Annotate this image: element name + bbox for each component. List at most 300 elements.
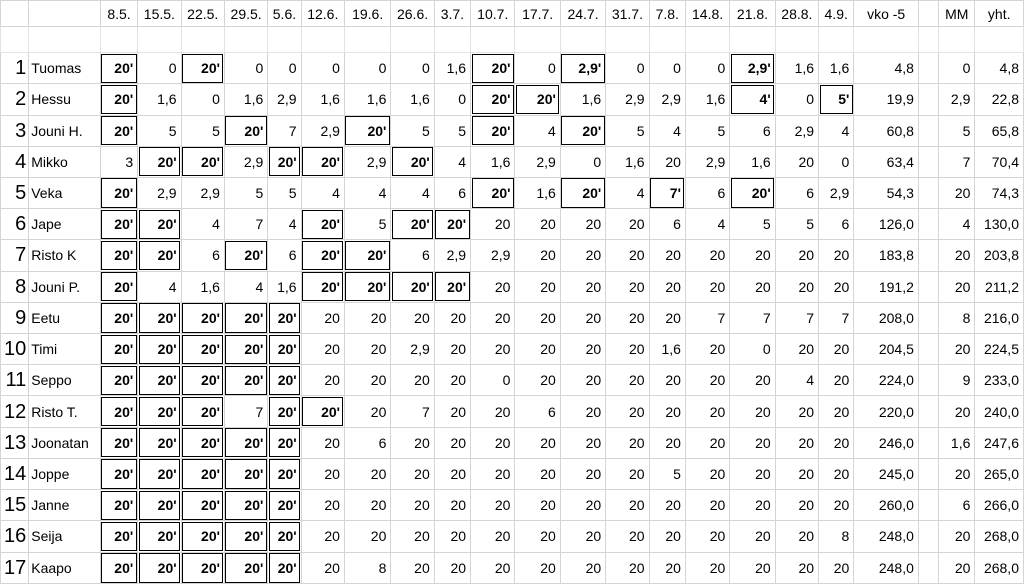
- score-cell[interactable]: 4: [138, 271, 181, 302]
- score-cell[interactable]: 20: [344, 521, 390, 552]
- score-cell[interactable]: 4: [301, 177, 344, 208]
- score-cell[interactable]: 6: [515, 396, 560, 427]
- score-cell[interactable]: 20: [301, 334, 344, 365]
- subtotal-cell[interactable]: 60,8: [854, 115, 919, 146]
- score-cell[interactable]: 20: [434, 365, 470, 396]
- score-cell[interactable]: 20: [819, 271, 854, 302]
- score-cell[interactable]: 20: [391, 302, 434, 333]
- score-cell[interactable]: 20: [391, 427, 434, 458]
- mm-cell[interactable]: 20: [939, 396, 975, 427]
- score-cell[interactable]: 20': [100, 396, 137, 427]
- score-cell[interactable]: 8: [819, 521, 854, 552]
- score-cell[interactable]: 20': [268, 302, 301, 333]
- score-cell[interactable]: 20: [560, 209, 605, 240]
- score-cell[interactable]: 20: [515, 209, 560, 240]
- score-cell[interactable]: 2,9: [471, 240, 515, 271]
- score-cell[interactable]: 20: [606, 240, 649, 271]
- score-cell[interactable]: 20': [100, 271, 137, 302]
- score-cell[interactable]: [918, 53, 938, 84]
- score-cell[interactable]: 20': [138, 240, 181, 271]
- score-cell[interactable]: 7: [391, 396, 434, 427]
- score-cell[interactable]: 20: [606, 209, 649, 240]
- column-header[interactable]: 26.6.: [391, 1, 434, 27]
- mm-cell[interactable]: 9: [939, 365, 975, 396]
- score-cell[interactable]: [918, 427, 938, 458]
- score-cell[interactable]: 20: [515, 490, 560, 521]
- score-cell[interactable]: 20: [606, 302, 649, 333]
- score-cell[interactable]: 20: [301, 458, 344, 489]
- subtotal-cell[interactable]: 183,8: [854, 240, 919, 271]
- subtotal-cell[interactable]: 246,0: [854, 427, 919, 458]
- rank-cell[interactable]: 15: [1, 490, 29, 521]
- total-cell[interactable]: 130,0: [975, 209, 1024, 240]
- score-cell[interactable]: 0: [268, 53, 301, 84]
- column-header[interactable]: [29, 1, 101, 27]
- score-cell[interactable]: 20: [391, 521, 434, 552]
- score-cell[interactable]: 4: [181, 209, 224, 240]
- score-cell[interactable]: 20': [344, 271, 390, 302]
- score-cell[interactable]: 20: [344, 458, 390, 489]
- score-cell[interactable]: [918, 209, 938, 240]
- score-cell[interactable]: 7: [775, 302, 818, 333]
- score-cell[interactable]: 1,6: [685, 84, 729, 115]
- score-cell[interactable]: 1,6: [560, 84, 605, 115]
- score-cell[interactable]: 20: [434, 302, 470, 333]
- score-cell[interactable]: 20': [138, 146, 181, 177]
- subtotal-cell[interactable]: 126,0: [854, 209, 919, 240]
- score-cell[interactable]: 20: [649, 365, 685, 396]
- score-cell[interactable]: 20: [301, 490, 344, 521]
- score-cell[interactable]: 5: [730, 209, 775, 240]
- score-cell[interactable]: 20': [224, 302, 267, 333]
- total-cell[interactable]: 65,8: [975, 115, 1024, 146]
- score-cell[interactable]: 1,6: [819, 53, 854, 84]
- score-cell[interactable]: 20': [224, 427, 267, 458]
- score-cell[interactable]: 0: [730, 334, 775, 365]
- score-cell[interactable]: 5: [344, 209, 390, 240]
- score-cell[interactable]: [918, 84, 938, 115]
- mm-cell[interactable]: 1,6: [939, 427, 975, 458]
- score-cell[interactable]: 2,9: [775, 115, 818, 146]
- score-cell[interactable]: 20': [268, 365, 301, 396]
- score-cell[interactable]: 20: [649, 302, 685, 333]
- score-cell[interactable]: 20: [775, 146, 818, 177]
- score-cell[interactable]: 20': [100, 365, 137, 396]
- score-cell[interactable]: 20: [515, 271, 560, 302]
- score-cell[interactable]: [918, 302, 938, 333]
- score-cell[interactable]: 20: [391, 490, 434, 521]
- score-cell[interactable]: 0: [515, 53, 560, 84]
- score-cell[interactable]: 20: [515, 427, 560, 458]
- score-cell[interactable]: 20: [515, 240, 560, 271]
- score-cell[interactable]: 20: [685, 490, 729, 521]
- column-header[interactable]: 10.7.: [471, 1, 515, 27]
- column-header[interactable]: 12.6.: [301, 1, 344, 27]
- mm-cell[interactable]: 5: [939, 115, 975, 146]
- score-cell[interactable]: 6: [775, 177, 818, 208]
- subtotal-cell[interactable]: 191,2: [854, 271, 919, 302]
- subtotal-cell[interactable]: 54,3: [854, 177, 919, 208]
- score-cell[interactable]: 20: [730, 521, 775, 552]
- score-cell[interactable]: 20': [268, 427, 301, 458]
- score-cell[interactable]: 20: [344, 334, 390, 365]
- mm-cell[interactable]: 20: [939, 458, 975, 489]
- score-cell[interactable]: 7: [685, 302, 729, 333]
- score-cell[interactable]: 7: [224, 209, 267, 240]
- score-cell[interactable]: [918, 146, 938, 177]
- score-cell[interactable]: 0: [775, 84, 818, 115]
- empty-cell[interactable]: [471, 27, 515, 53]
- score-cell[interactable]: 20': [471, 53, 515, 84]
- score-cell[interactable]: 20: [606, 271, 649, 302]
- score-cell[interactable]: 2,9: [434, 240, 470, 271]
- score-cell[interactable]: 20: [730, 396, 775, 427]
- score-cell[interactable]: 20': [181, 552, 224, 583]
- score-cell[interactable]: 20': [181, 146, 224, 177]
- score-cell[interactable]: 1,6: [391, 84, 434, 115]
- score-cell[interactable]: 7: [268, 115, 301, 146]
- mm-cell[interactable]: 4: [939, 209, 975, 240]
- score-cell[interactable]: 6: [268, 240, 301, 271]
- mm-cell[interactable]: 20: [939, 552, 975, 583]
- score-cell[interactable]: 2,9: [181, 177, 224, 208]
- score-cell[interactable]: 20: [730, 271, 775, 302]
- empty-cell[interactable]: [268, 27, 301, 53]
- score-cell[interactable]: 5: [606, 115, 649, 146]
- score-cell[interactable]: 20: [515, 521, 560, 552]
- score-cell[interactable]: 5: [434, 115, 470, 146]
- score-cell[interactable]: 0: [301, 53, 344, 84]
- total-cell[interactable]: 233,0: [975, 365, 1024, 396]
- player-name-cell[interactable]: Janne: [29, 490, 101, 521]
- score-cell[interactable]: 2,9: [685, 146, 729, 177]
- score-cell[interactable]: 20: [685, 240, 729, 271]
- score-cell[interactable]: 20: [606, 458, 649, 489]
- score-cell[interactable]: 20': [471, 177, 515, 208]
- score-cell[interactable]: 20': [100, 302, 137, 333]
- column-header[interactable]: vko -5: [854, 1, 919, 27]
- empty-cell[interactable]: [344, 27, 390, 53]
- mm-cell[interactable]: 20: [939, 271, 975, 302]
- score-cell[interactable]: 2,9: [515, 146, 560, 177]
- mm-cell[interactable]: 6: [939, 490, 975, 521]
- score-cell[interactable]: 7: [730, 302, 775, 333]
- player-name-cell[interactable]: Jouni H.: [29, 115, 101, 146]
- score-cell[interactable]: 4: [268, 209, 301, 240]
- score-cell[interactable]: 20: [730, 365, 775, 396]
- column-header[interactable]: yht.: [975, 1, 1024, 27]
- score-cell[interactable]: 4: [224, 271, 267, 302]
- score-cell[interactable]: 20: [515, 302, 560, 333]
- score-cell[interactable]: 2,9': [560, 53, 605, 84]
- subtotal-cell[interactable]: 204,5: [854, 334, 919, 365]
- score-cell[interactable]: 20: [775, 240, 818, 271]
- rank-cell[interactable]: 11: [1, 365, 29, 396]
- score-cell[interactable]: 20': [181, 490, 224, 521]
- score-cell[interactable]: 1,6: [301, 84, 344, 115]
- score-cell[interactable]: 4': [730, 84, 775, 115]
- rank-cell[interactable]: 12: [1, 396, 29, 427]
- score-cell[interactable]: 20: [301, 552, 344, 583]
- mm-cell[interactable]: 7: [939, 146, 975, 177]
- score-cell[interactable]: [918, 334, 938, 365]
- score-cell[interactable]: 20': [100, 115, 137, 146]
- score-cell[interactable]: 5: [391, 115, 434, 146]
- score-cell[interactable]: 20: [391, 458, 434, 489]
- score-cell[interactable]: 8: [344, 552, 390, 583]
- player-name-cell[interactable]: Timi: [29, 334, 101, 365]
- score-cell[interactable]: [918, 271, 938, 302]
- score-cell[interactable]: 20: [434, 552, 470, 583]
- score-cell[interactable]: 20: [515, 552, 560, 583]
- subtotal-cell[interactable]: 19,9: [854, 84, 919, 115]
- score-cell[interactable]: 20: [560, 427, 605, 458]
- column-header[interactable]: 3.7.: [434, 1, 470, 27]
- rank-cell[interactable]: 4: [1, 146, 29, 177]
- score-cell[interactable]: 5: [685, 115, 729, 146]
- total-cell[interactable]: 268,0: [975, 521, 1024, 552]
- score-cell[interactable]: 20: [730, 240, 775, 271]
- mm-cell[interactable]: 20: [939, 521, 975, 552]
- score-cell[interactable]: 20: [560, 334, 605, 365]
- score-cell[interactable]: [918, 458, 938, 489]
- column-header[interactable]: 7.8.: [649, 1, 685, 27]
- column-header[interactable]: 15.5.: [138, 1, 181, 27]
- score-cell[interactable]: 2,9: [138, 177, 181, 208]
- score-cell[interactable]: 20': [100, 84, 137, 115]
- score-cell[interactable]: 20': [181, 396, 224, 427]
- score-cell[interactable]: 20: [819, 365, 854, 396]
- score-cell[interactable]: 6: [344, 427, 390, 458]
- score-cell[interactable]: 20': [181, 334, 224, 365]
- score-cell[interactable]: 20': [100, 458, 137, 489]
- column-header[interactable]: 17.7.: [515, 1, 560, 27]
- empty-cell[interactable]: [854, 27, 919, 53]
- score-cell[interactable]: 1,6: [434, 53, 470, 84]
- empty-cell[interactable]: [29, 27, 101, 53]
- score-cell[interactable]: 20: [775, 552, 818, 583]
- score-cell[interactable]: 20: [649, 552, 685, 583]
- score-cell[interactable]: 6: [649, 209, 685, 240]
- score-cell[interactable]: 20: [391, 552, 434, 583]
- score-cell[interactable]: 1,6: [268, 271, 301, 302]
- mm-cell[interactable]: 8: [939, 302, 975, 333]
- score-cell[interactable]: 20: [819, 396, 854, 427]
- column-header[interactable]: 21.8.: [730, 1, 775, 27]
- score-cell[interactable]: 20': [434, 271, 470, 302]
- score-cell[interactable]: 20: [301, 427, 344, 458]
- mm-cell[interactable]: 20: [939, 334, 975, 365]
- score-cell[interactable]: 2,9: [391, 334, 434, 365]
- score-cell[interactable]: [918, 396, 938, 427]
- mm-cell[interactable]: 0: [939, 53, 975, 84]
- column-header[interactable]: 14.8.: [685, 1, 729, 27]
- score-cell[interactable]: 20: [730, 552, 775, 583]
- empty-cell[interactable]: [685, 27, 729, 53]
- score-cell[interactable]: 20: [560, 396, 605, 427]
- score-cell[interactable]: 1,6: [138, 84, 181, 115]
- score-cell[interactable]: 20: [730, 490, 775, 521]
- score-cell[interactable]: 20': [344, 115, 390, 146]
- score-cell[interactable]: 0: [685, 53, 729, 84]
- score-cell[interactable]: 20': [100, 209, 137, 240]
- score-cell[interactable]: 20': [391, 146, 434, 177]
- empty-cell[interactable]: [649, 27, 685, 53]
- score-cell[interactable]: 5': [819, 84, 854, 115]
- score-cell[interactable]: 20': [730, 177, 775, 208]
- score-cell[interactable]: 6: [730, 115, 775, 146]
- empty-cell[interactable]: [100, 27, 137, 53]
- column-header[interactable]: 31.7.: [606, 1, 649, 27]
- score-cell[interactable]: 20: [775, 427, 818, 458]
- column-header[interactable]: [1, 1, 29, 27]
- score-cell[interactable]: 2,9: [344, 146, 390, 177]
- score-cell[interactable]: 20': [181, 458, 224, 489]
- score-cell[interactable]: 20': [301, 271, 344, 302]
- score-cell[interactable]: 2,9: [649, 84, 685, 115]
- total-cell[interactable]: 265,0: [975, 458, 1024, 489]
- score-cell[interactable]: 20': [301, 396, 344, 427]
- score-cell[interactable]: 5: [649, 458, 685, 489]
- score-cell[interactable]: 20: [434, 521, 470, 552]
- score-cell[interactable]: 20: [685, 458, 729, 489]
- score-cell[interactable]: 0: [391, 53, 434, 84]
- score-cell[interactable]: 20: [775, 490, 818, 521]
- player-name-cell[interactable]: Joonatan: [29, 427, 101, 458]
- score-cell[interactable]: 1,6: [181, 271, 224, 302]
- score-cell[interactable]: 20: [301, 302, 344, 333]
- subtotal-cell[interactable]: 248,0: [854, 521, 919, 552]
- rank-cell[interactable]: 13: [1, 427, 29, 458]
- score-cell[interactable]: 20': [181, 53, 224, 84]
- score-cell[interactable]: 20': [181, 521, 224, 552]
- mm-cell[interactable]: 20: [939, 177, 975, 208]
- score-cell[interactable]: 20: [775, 396, 818, 427]
- player-name-cell[interactable]: Joppe: [29, 458, 101, 489]
- score-cell[interactable]: 0: [606, 53, 649, 84]
- score-cell[interactable]: 20: [685, 427, 729, 458]
- score-cell[interactable]: 1,6: [606, 146, 649, 177]
- score-cell[interactable]: 20': [268, 552, 301, 583]
- empty-cell[interactable]: [181, 27, 224, 53]
- score-cell[interactable]: 20': [224, 521, 267, 552]
- score-cell[interactable]: 0: [560, 146, 605, 177]
- score-cell[interactable]: 20': [471, 84, 515, 115]
- score-cell[interactable]: 20': [138, 396, 181, 427]
- score-cell[interactable]: 20': [224, 240, 267, 271]
- score-cell[interactable]: 20: [606, 521, 649, 552]
- score-cell[interactable]: 1,6: [515, 177, 560, 208]
- score-cell[interactable]: 20': [138, 521, 181, 552]
- empty-cell[interactable]: [730, 27, 775, 53]
- score-cell[interactable]: 4: [391, 177, 434, 208]
- empty-cell[interactable]: [515, 27, 560, 53]
- score-cell[interactable]: 20: [344, 396, 390, 427]
- score-cell[interactable]: 20: [649, 146, 685, 177]
- total-cell[interactable]: 74,3: [975, 177, 1024, 208]
- score-cell[interactable]: 20: [471, 490, 515, 521]
- empty-cell[interactable]: [939, 27, 975, 53]
- score-cell[interactable]: 6: [819, 209, 854, 240]
- score-cell[interactable]: 6: [685, 177, 729, 208]
- score-cell[interactable]: 20': [224, 490, 267, 521]
- score-cell[interactable]: 5: [268, 177, 301, 208]
- total-cell[interactable]: 240,0: [975, 396, 1024, 427]
- score-cell[interactable]: 20': [391, 209, 434, 240]
- player-name-cell[interactable]: Veka: [29, 177, 101, 208]
- rank-cell[interactable]: 10: [1, 334, 29, 365]
- subtotal-cell[interactable]: 4,8: [854, 53, 919, 84]
- score-cell[interactable]: 20: [515, 365, 560, 396]
- rank-cell[interactable]: 16: [1, 521, 29, 552]
- subtotal-cell[interactable]: 248,0: [854, 552, 919, 583]
- score-cell[interactable]: 20: [649, 490, 685, 521]
- score-cell[interactable]: 6: [434, 177, 470, 208]
- rank-cell[interactable]: 1: [1, 53, 29, 84]
- score-cell[interactable]: [918, 240, 938, 271]
- score-cell[interactable]: 4: [649, 115, 685, 146]
- score-cell[interactable]: [918, 115, 938, 146]
- score-cell[interactable]: 0: [138, 53, 181, 84]
- score-cell[interactable]: 20': [181, 302, 224, 333]
- score-cell[interactable]: 20: [775, 458, 818, 489]
- score-cell[interactable]: 20: [515, 334, 560, 365]
- score-cell[interactable]: 1,6: [649, 334, 685, 365]
- score-cell[interactable]: 20: [606, 396, 649, 427]
- score-cell[interactable]: 20': [138, 209, 181, 240]
- score-cell[interactable]: 20': [434, 209, 470, 240]
- column-header[interactable]: 5.6.: [268, 1, 301, 27]
- score-cell[interactable]: 6: [181, 240, 224, 271]
- column-header[interactable]: 28.8.: [775, 1, 818, 27]
- score-cell[interactable]: 20': [100, 177, 137, 208]
- score-cell[interactable]: 2,9: [268, 84, 301, 115]
- column-header[interactable]: 24.7.: [560, 1, 605, 27]
- score-cell[interactable]: 20: [471, 458, 515, 489]
- score-cell[interactable]: 1,6: [471, 146, 515, 177]
- score-cell[interactable]: 20: [649, 396, 685, 427]
- empty-cell[interactable]: [224, 27, 267, 53]
- score-cell[interactable]: 20': [224, 552, 267, 583]
- score-cell[interactable]: 20': [100, 521, 137, 552]
- subtotal-cell[interactable]: 208,0: [854, 302, 919, 333]
- empty-cell[interactable]: [560, 27, 605, 53]
- score-cell[interactable]: 20': [100, 427, 137, 458]
- player-name-cell[interactable]: Hessu: [29, 84, 101, 115]
- score-cell[interactable]: 4: [775, 365, 818, 396]
- player-name-cell[interactable]: Eetu: [29, 302, 101, 333]
- rank-cell[interactable]: 6: [1, 209, 29, 240]
- mm-cell[interactable]: 20: [939, 240, 975, 271]
- score-cell[interactable]: 20: [606, 365, 649, 396]
- score-cell[interactable]: [918, 490, 938, 521]
- column-header[interactable]: [918, 1, 938, 27]
- total-cell[interactable]: 211,2: [975, 271, 1024, 302]
- player-name-cell[interactable]: Tuomas: [29, 53, 101, 84]
- rank-cell[interactable]: 9: [1, 302, 29, 333]
- score-cell[interactable]: 20': [268, 490, 301, 521]
- score-cell[interactable]: 1,6: [224, 84, 267, 115]
- score-cell[interactable]: 20: [560, 302, 605, 333]
- score-cell[interactable]: 20: [730, 458, 775, 489]
- score-cell[interactable]: 20: [471, 427, 515, 458]
- score-cell[interactable]: 20: [685, 521, 729, 552]
- score-cell[interactable]: 1,6: [730, 146, 775, 177]
- score-cell[interactable]: 20': [268, 146, 301, 177]
- empty-cell[interactable]: [606, 27, 649, 53]
- score-cell[interactable]: 20': [344, 240, 390, 271]
- score-cell[interactable]: 20: [560, 271, 605, 302]
